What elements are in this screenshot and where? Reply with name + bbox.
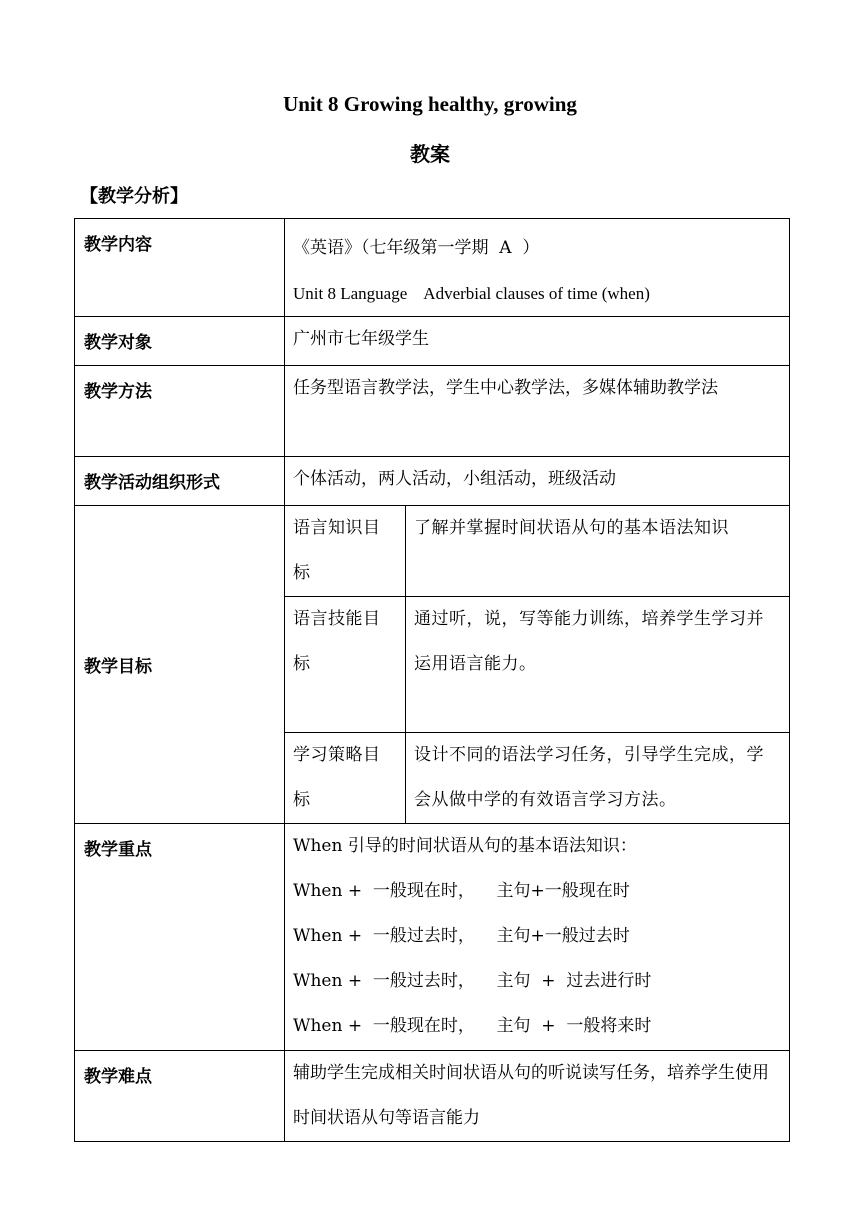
focus-line-2: When + 一般现在时， 主句+一般现在时 — [293, 881, 630, 901]
value-teaching-method — [285, 366, 790, 457]
row-activity-format — [75, 457, 790, 506]
content-line-2: Unit 8 Language Adverbial clauses of time (when) — [293, 284, 650, 303]
label-teaching-difficulty: 教学难点 — [75, 1051, 285, 1142]
row-goal-knowledge — [75, 506, 790, 597]
document-subtitle: 教案 — [410, 142, 450, 166]
row-teaching-difficulty — [75, 1051, 790, 1142]
focus-line-3: When + 一般过去时， 主句+一般过去时 — [293, 926, 630, 946]
value-teaching-focus — [285, 824, 790, 1051]
row-teaching-content — [75, 219, 790, 317]
value-teaching-content — [285, 219, 790, 317]
lesson-plan-table — [74, 218, 790, 1142]
goal-text-skill: 通过听，说，写等能力训练，培养学生学习并运用语言能力。 — [406, 597, 790, 733]
focus-line-4: When + 一般过去时， 主句 + 过去进行时 — [293, 971, 652, 991]
label-teaching-content: 教学内容 — [75, 219, 285, 317]
row-teaching-method — [75, 366, 790, 457]
label-teaching-target: 教学对象 — [75, 317, 285, 366]
focus-line-1: When 引导的时间状语从句的基本语法知识： — [293, 836, 637, 856]
value-activity-format — [285, 457, 790, 506]
row-teaching-target — [75, 317, 790, 366]
goal-name-strategy: 学习策略目标 — [285, 733, 406, 824]
label-teaching-method: 教学方法 — [75, 366, 285, 457]
goal-name-skill: 语言技能目标 — [285, 597, 406, 733]
document-title: Unit 8 Growing healthy, growing — [283, 92, 577, 116]
goal-text-knowledge: 了解并掌握时间状语从句的基本语法知识 — [406, 506, 790, 597]
format-text: 个体活动，两人活动，小组活动，班级活动 — [293, 469, 616, 489]
value-teaching-target — [285, 317, 790, 366]
target-text: 广州市七年级学生 — [293, 329, 429, 349]
goal-name-knowledge: 语言知识目标 — [285, 506, 406, 597]
label-teaching-focus: 教学重点 — [75, 824, 285, 1051]
row-teaching-focus — [75, 824, 790, 1051]
section-heading: 【教学分析】 — [80, 186, 188, 207]
label-teaching-goals: 教学目标 — [75, 506, 285, 824]
difficulty-text: 辅助学生完成相关时间状语从句的听说读写任务，培养学生使用时间状语从句等语言能力 — [293, 1063, 769, 1128]
method-text: 任务型语言教学法，学生中心教学法，多媒体辅助教学法 — [293, 378, 718, 398]
focus-line-5: When + 一般现在时， 主句 + 一般将来时 — [293, 1016, 652, 1036]
label-activity-format: 教学活动组织形式 — [75, 457, 285, 506]
content-line-1: 《英语》（七年级第一学期 A ） — [293, 238, 540, 258]
value-teaching-difficulty — [285, 1051, 790, 1142]
goal-text-strategy: 设计不同的语法学习任务，引导学生完成，学会从做中学的有效语言学习方法。 — [406, 733, 790, 824]
